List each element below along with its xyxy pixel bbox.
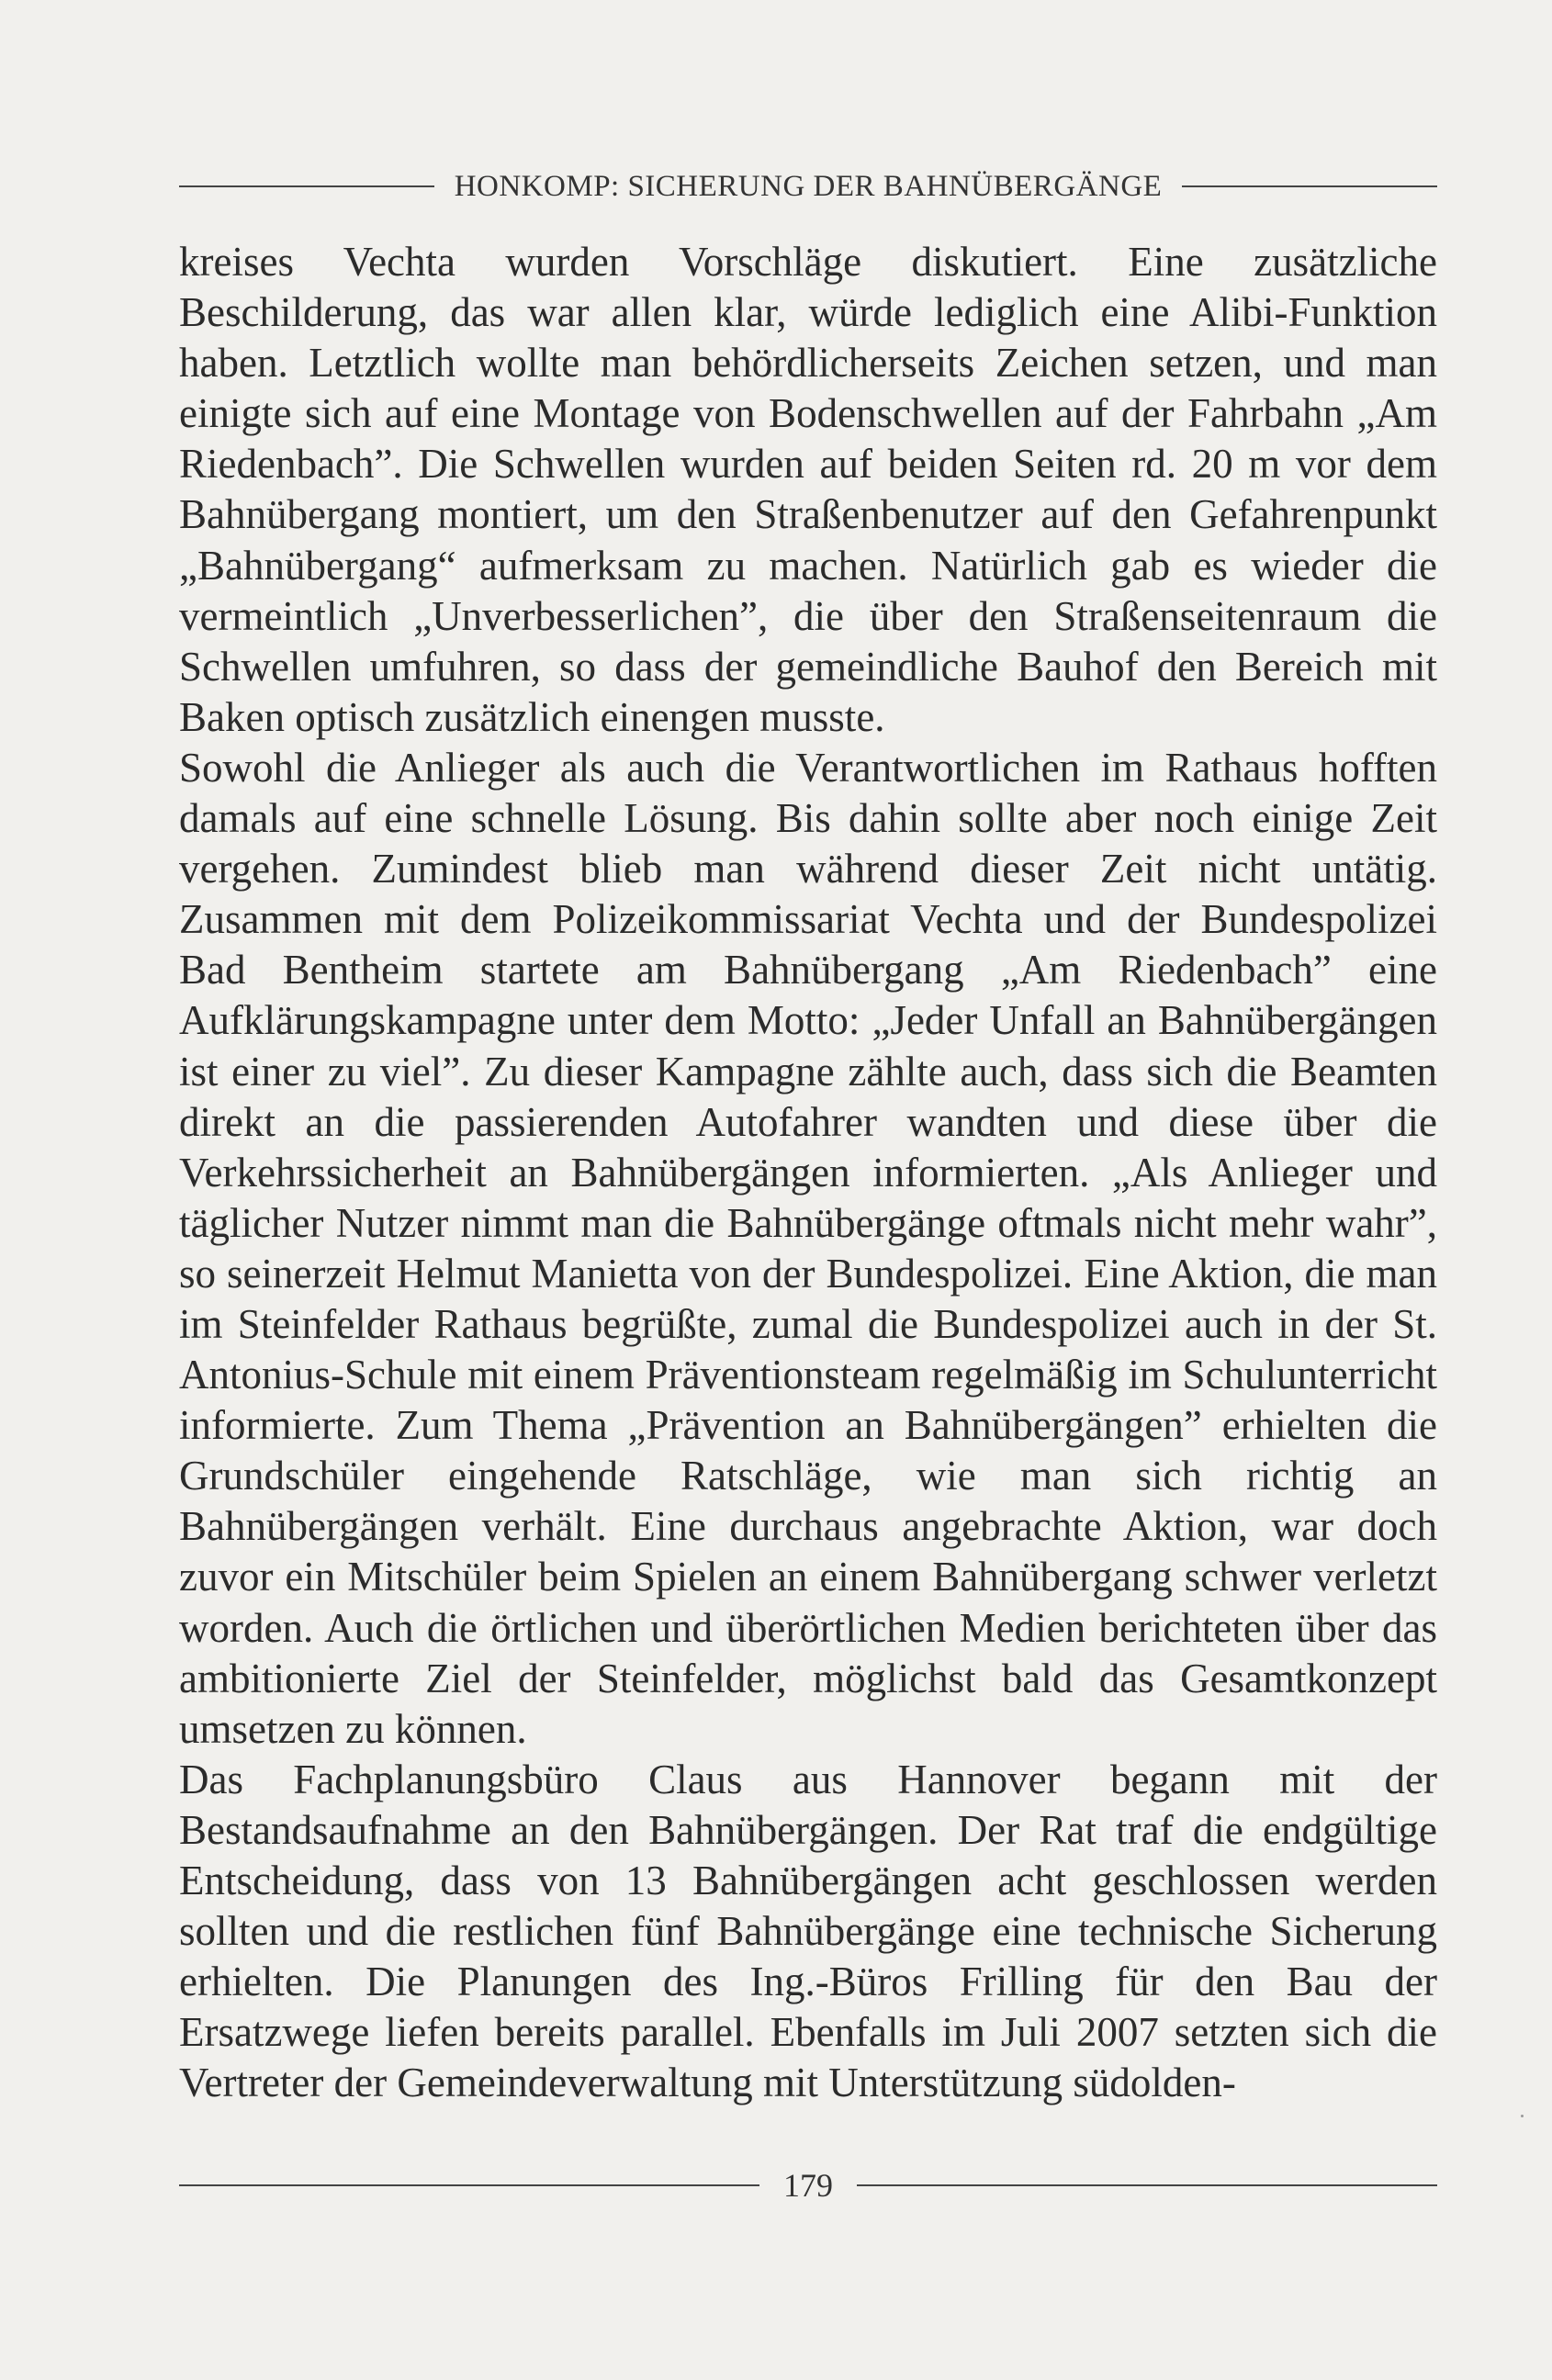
running-header (179, 163, 1437, 209)
running-header-title: HONKOMP: SICHERUNG DER BAHNÜBERGÄNGE (454, 169, 1163, 203)
header-rule-right (1182, 185, 1437, 187)
paragraph-2: Sowohl die Anlieger als auch die Verantwortlichen im Rathaus hofften damals auf eine schnelle Lösung. Bis dahin sollte aber noch einige Zeit vergehen. Zumindest blieb man während dieser Zeit nicht untätig. Zusammen mit dem Polizeikommissariat Vechta und der Bundespolizei Bad Bentheim startete am Bahnübergang „Am Riedenbach” eine Aufklärungskampagne unter dem Motto: „Jeder Unfall an Bahnübergängen ist einer zu viel”. Zu dieser Kampagne zählte auch, dass sich die Beamten direkt an die passierenden Autofahrer wandten und diese über die Verkehrssicherheit an Bahnübergängen informierten. „Als Anlieger und täglicher Nutzer nimmt man die Bahnübergänge oftmals nicht mehr wahr”, so seinerzeit Helmut Manietta von der Bundespolizei. Eine Aktion, die man im Steinfelder Rathaus begrüßte, zumal die Bundespolizei auch in der St. Antonius-Schule mit einem Präventionsteam regelmäßig im Schulunterricht informierte. Zum Thema „Prävention an Bahnübergängen” erhielten die Grundschüler eingehende Ratschläge, wie man sich richtig an Bahnübergängen verhält. Eine durchaus angebrachte Aktion, war doch zuvor ein Mitschüler beim Spielen an einem Bahnübergang schwer verletzt worden. Auch die örtlichen und überörtlichen Medien berichteten über das ambitionierte Ziel der Steinfelder, möglichst bald das Gesamtkonzept umsetzen zu können. (179, 744, 1437, 1752)
paragraph-1: kreises Vechta wurden Vorschläge diskutiert. Eine zusätzliche Beschilderung, das war allen klar, würde lediglich eine Alibi-Funktion haben. Letztlich wollte man behördlicherseits Zeichen setzen, und man einigte sich auf eine Montage von Bodenschwellen auf der Fahrbahn „Am Riedenbach”. Die Schwellen wurden auf beiden Seiten rd. 20 m vor dem Bahnübergang montiert, um den Straßenbenutzer auf den Gefahrenpunkt „Bahnübergang“ aufmerksam zu machen. Natürlich gab es wieder die vermeintlich „Unverbesserlichen”, die über den Straßenseitenraum die Schwellen umfuhren, so dass der gemeindliche Bauhof den Bereich mit Baken optisch zusätzlich einengen musste. (179, 239, 1437, 740)
page-number: 179 (783, 2167, 833, 2204)
header-rule-left (179, 185, 434, 187)
footer-rule-right (857, 2184, 1437, 2186)
footer-rule-left (179, 2184, 759, 2186)
page-footer (179, 2160, 1437, 2211)
paper-speck (1521, 2115, 1524, 2117)
body-text (179, 237, 1437, 2108)
paragraph-3: Das Fachplanungsbüro Claus aus Hannover begann mit der Bestandsaufnahme an den Bahnübergängen. Der Rat traf die endgültige Entscheidung, dass von 13 Bahnübergängen acht geschlossen werden sollten und die restlichen fünf Bahnübergänge eine technische Sicherung erhielten. Die Planungen des Ing.-Büros Frilling für den Bau der Ersatzwege liefen bereits parallel. Ebenfalls im Juli 2007 setzten sich die Vertreter der Gemeindeverwaltung mit Unterstützung südolden- (179, 1756, 1437, 2106)
